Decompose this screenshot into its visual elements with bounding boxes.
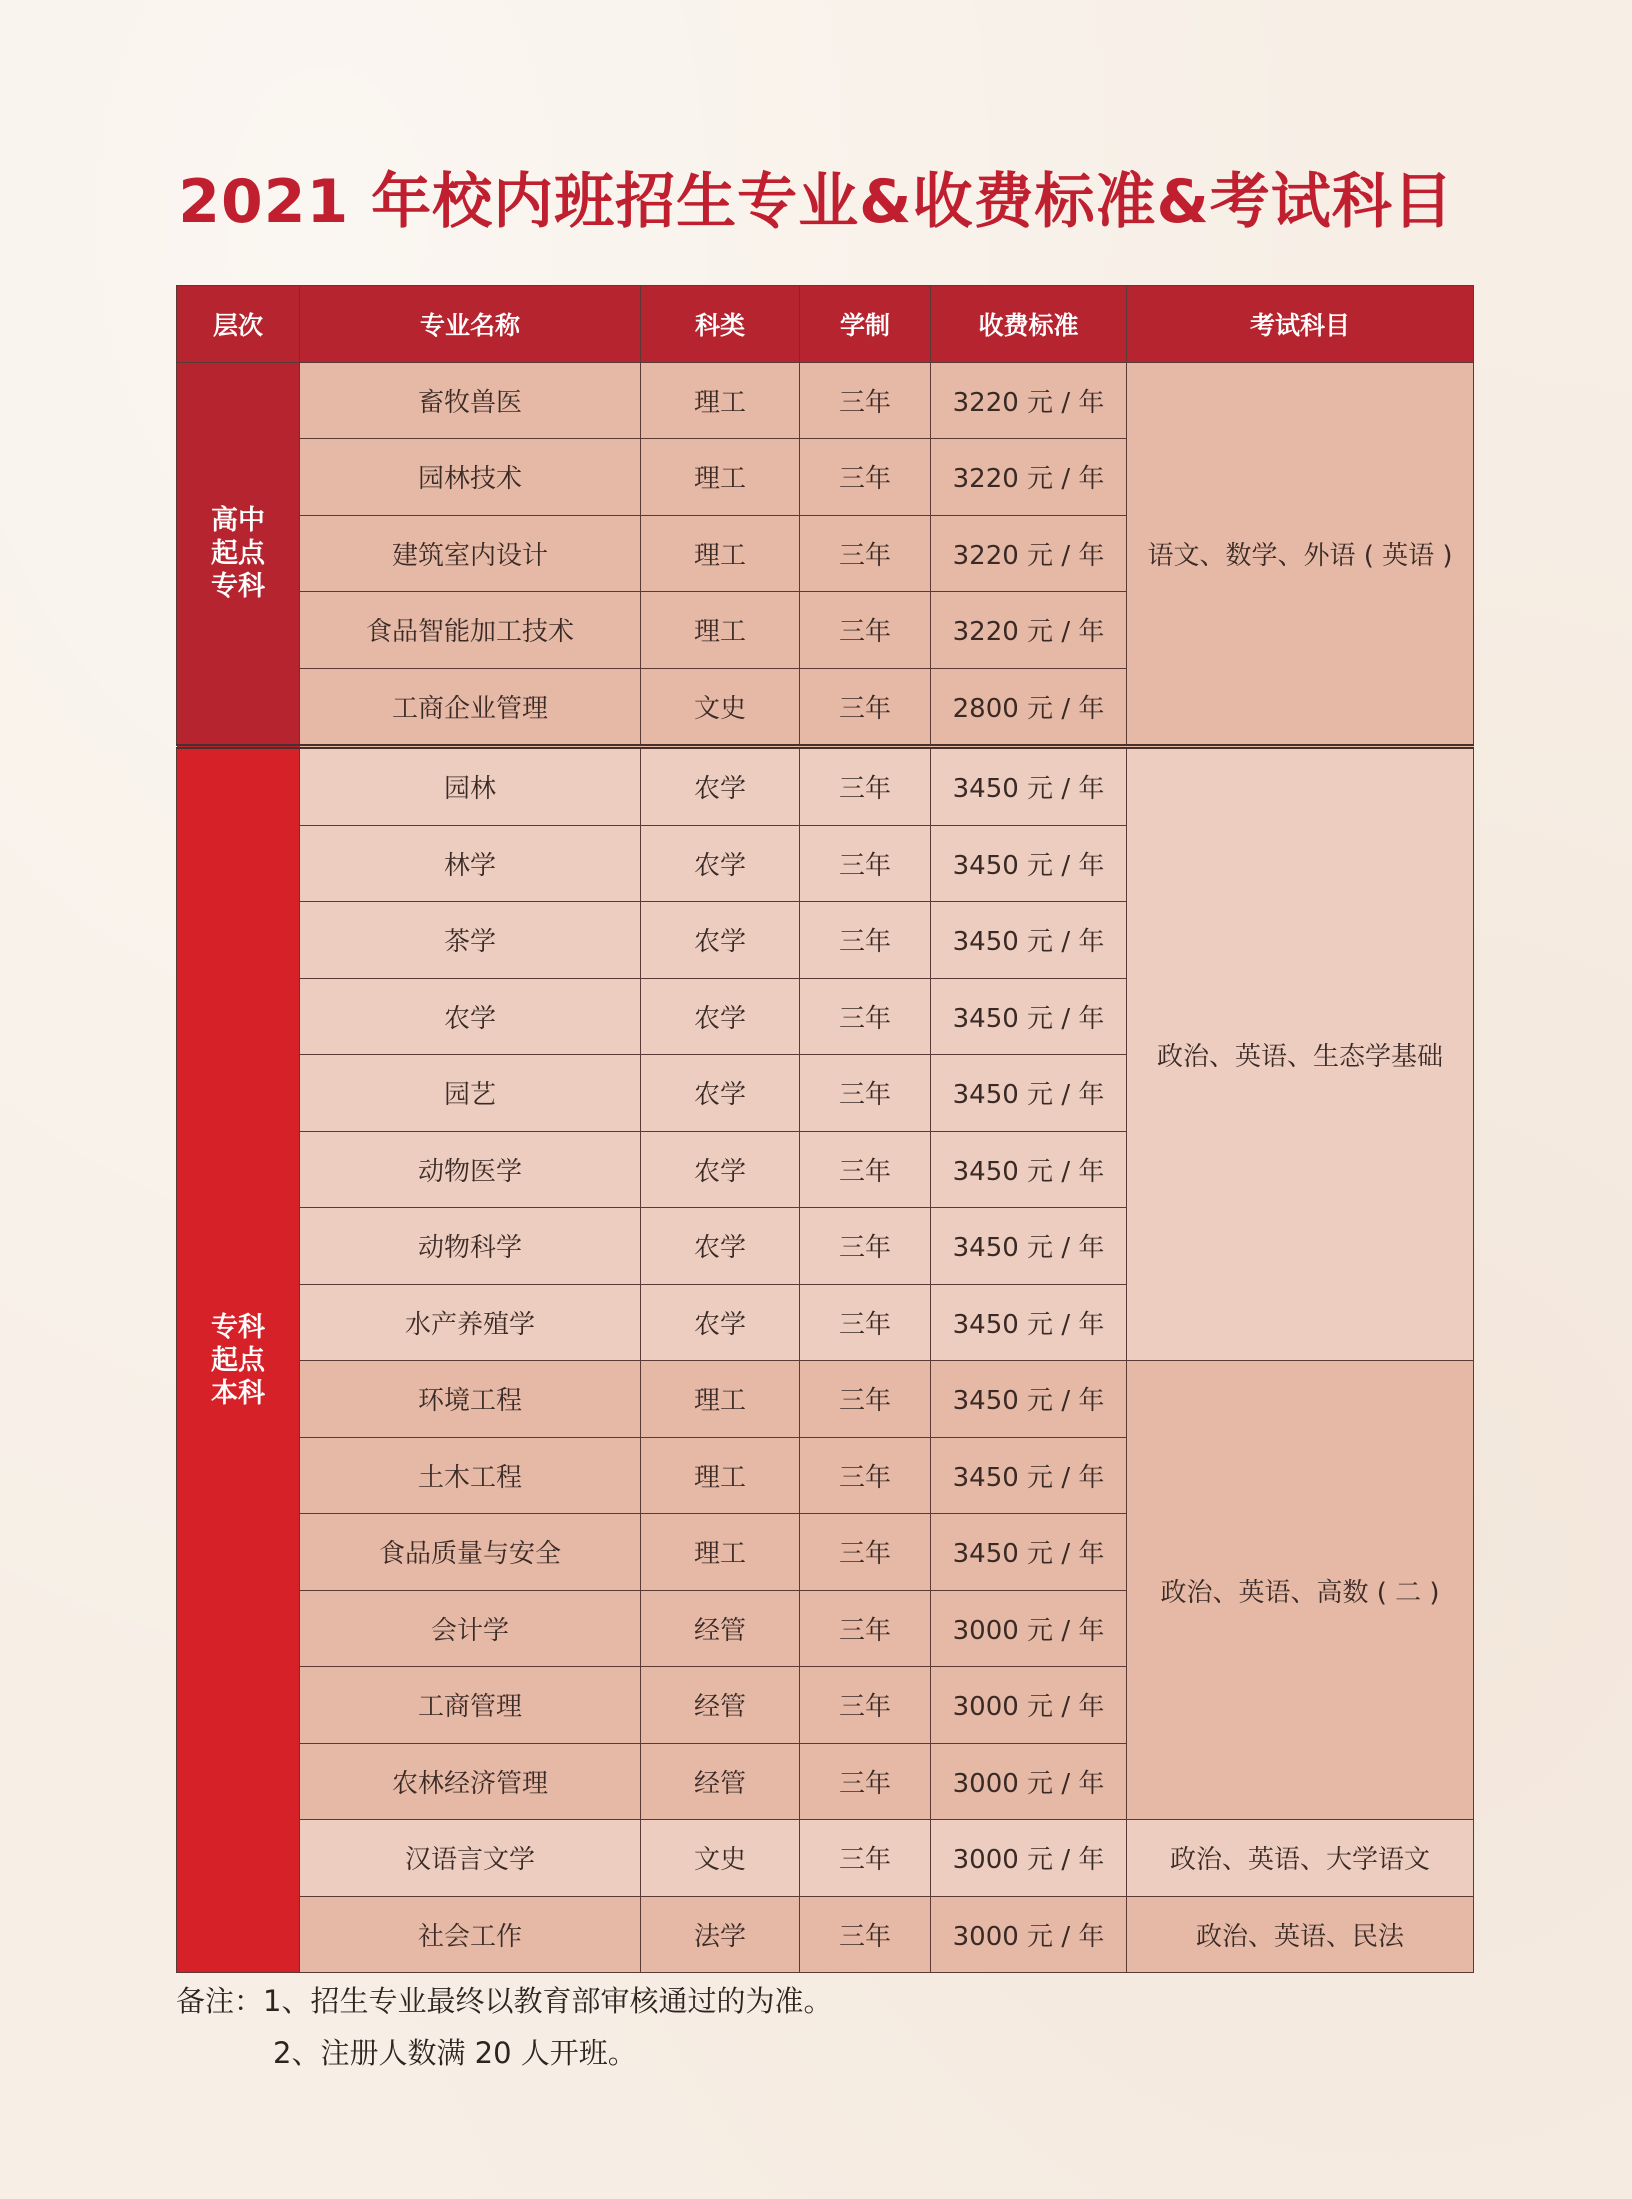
major-duration: 三年 <box>800 1208 931 1285</box>
major-name: 园艺 <box>300 1055 641 1132</box>
major-name: 工商管理 <box>300 1667 641 1744</box>
major-category: 农学 <box>641 747 800 826</box>
major-duration: 三年 <box>800 1743 931 1820</box>
major-duration: 三年 <box>800 1284 931 1361</box>
major-fee: 3220 元 / 年 <box>931 439 1127 516</box>
major-duration: 三年 <box>800 902 931 979</box>
major-name: 汉语言文学 <box>300 1820 641 1897</box>
major-duration: 三年 <box>800 1514 931 1591</box>
major-fee: 3220 元 / 年 <box>931 362 1127 439</box>
major-category: 理工 <box>641 515 800 592</box>
table-row <box>177 362 1474 439</box>
major-duration: 三年 <box>800 1055 931 1132</box>
major-fee: 3450 元 / 年 <box>931 1514 1127 1591</box>
major-category: 理工 <box>641 592 800 669</box>
header-fee: 收费标准 <box>931 286 1127 363</box>
table-row <box>177 1820 1474 1897</box>
note-line-2: 2、注册人数满 20 人开班。 <box>273 2036 637 2070</box>
major-fee: 2800 元 / 年 <box>931 668 1127 747</box>
major-fee: 3000 元 / 年 <box>931 1743 1127 1820</box>
major-fee: 3450 元 / 年 <box>931 978 1127 1055</box>
major-fee: 3000 元 / 年 <box>931 1820 1127 1897</box>
major-name: 建筑室内设计 <box>300 515 641 592</box>
note-line-1: 备注：1、招生专业最终以教育部审核通过的为准。 <box>176 1984 833 2018</box>
major-duration: 三年 <box>800 1896 931 1973</box>
major-fee: 3450 元 / 年 <box>931 1361 1127 1438</box>
major-fee: 3450 元 / 年 <box>931 1437 1127 1514</box>
major-duration: 三年 <box>800 592 931 669</box>
level-cell-college-to-bachelor: 专科 起点 本科 <box>177 747 300 1973</box>
major-name: 农学 <box>300 978 641 1055</box>
major-category: 理工 <box>641 1514 800 1591</box>
major-duration: 三年 <box>800 668 931 747</box>
major-category: 理工 <box>641 439 800 516</box>
major-fee: 3450 元 / 年 <box>931 1208 1127 1285</box>
major-name: 水产养殖学 <box>300 1284 641 1361</box>
level-cell-hs-to-college: 高中 起点 专科 <box>177 362 300 747</box>
major-fee: 3450 元 / 年 <box>931 747 1127 826</box>
major-name: 食品质量与安全 <box>300 1514 641 1591</box>
major-category: 文史 <box>641 668 800 747</box>
major-name: 工商企业管理 <box>300 668 641 747</box>
header-level: 层次 <box>177 286 300 363</box>
major-category: 农学 <box>641 902 800 979</box>
major-name: 土木工程 <box>300 1437 641 1514</box>
major-category: 经管 <box>641 1590 800 1667</box>
major-fee: 3220 元 / 年 <box>931 592 1127 669</box>
major-category: 农学 <box>641 1131 800 1208</box>
major-category: 经管 <box>641 1743 800 1820</box>
fee-table <box>176 285 1474 1973</box>
major-name: 会计学 <box>300 1590 641 1667</box>
major-duration: 三年 <box>800 515 931 592</box>
major-name: 园林技术 <box>300 439 641 516</box>
major-name: 林学 <box>300 825 641 902</box>
exam-subjects: 政治、英语、民法 <box>1127 1896 1474 1973</box>
major-duration: 三年 <box>800 1361 931 1438</box>
major-name: 动物科学 <box>300 1208 641 1285</box>
major-category: 文史 <box>641 1820 800 1897</box>
header-duration: 学制 <box>800 286 931 363</box>
major-duration: 三年 <box>800 362 931 439</box>
exam-subjects: 政治、英语、高数 ( 二 ) <box>1127 1361 1474 1820</box>
major-category: 农学 <box>641 825 800 902</box>
table-row <box>177 747 1474 826</box>
major-category: 农学 <box>641 978 800 1055</box>
major-fee: 3450 元 / 年 <box>931 1131 1127 1208</box>
exam-subjects: 政治、英语、生态学基础 <box>1127 747 1474 1361</box>
major-category: 理工 <box>641 362 800 439</box>
major-fee: 3000 元 / 年 <box>931 1590 1127 1667</box>
major-duration: 三年 <box>800 1667 931 1744</box>
header-major-name: 专业名称 <box>300 286 641 363</box>
major-category: 农学 <box>641 1055 800 1132</box>
major-duration: 三年 <box>800 1437 931 1514</box>
major-fee: 3450 元 / 年 <box>931 1284 1127 1361</box>
major-duration: 三年 <box>800 825 931 902</box>
exam-subjects: 政治、英语、大学语文 <box>1127 1820 1474 1897</box>
major-duration: 三年 <box>800 1820 931 1897</box>
header-category: 科类 <box>641 286 800 363</box>
major-name: 园林 <box>300 747 641 826</box>
table-row <box>177 1896 1474 1973</box>
header-exam-subjects: 考试科目 <box>1127 286 1474 363</box>
major-category: 理工 <box>641 1361 800 1438</box>
major-duration: 三年 <box>800 747 931 826</box>
major-duration: 三年 <box>800 1590 931 1667</box>
major-name: 农林经济管理 <box>300 1743 641 1820</box>
major-fee: 3450 元 / 年 <box>931 1055 1127 1132</box>
notes <box>176 1975 832 2079</box>
major-duration: 三年 <box>800 1131 931 1208</box>
major-fee: 3220 元 / 年 <box>931 515 1127 592</box>
major-name: 环境工程 <box>300 1361 641 1438</box>
major-category: 理工 <box>641 1437 800 1514</box>
major-fee: 3000 元 / 年 <box>931 1667 1127 1744</box>
major-category: 农学 <box>641 1208 800 1285</box>
major-category: 经管 <box>641 1667 800 1744</box>
major-name: 动物医学 <box>300 1131 641 1208</box>
page-title: 2021 年校内班招生专业&收费标准&考试科目 <box>178 167 1454 237</box>
major-name: 食品智能加工技术 <box>300 592 641 669</box>
major-name: 茶学 <box>300 902 641 979</box>
major-category: 法学 <box>641 1896 800 1973</box>
major-fee: 3450 元 / 年 <box>931 902 1127 979</box>
major-fee: 3000 元 / 年 <box>931 1896 1127 1973</box>
major-duration: 三年 <box>800 439 931 516</box>
major-name: 社会工作 <box>300 1896 641 1973</box>
table-header-row <box>177 286 1474 363</box>
major-category: 农学 <box>641 1284 800 1361</box>
major-duration: 三年 <box>800 978 931 1055</box>
table-row <box>177 1361 1474 1438</box>
major-name: 畜牧兽医 <box>300 362 641 439</box>
exam-subjects: 语文、数学、外语 ( 英语 ) <box>1127 362 1474 747</box>
major-fee: 3450 元 / 年 <box>931 825 1127 902</box>
